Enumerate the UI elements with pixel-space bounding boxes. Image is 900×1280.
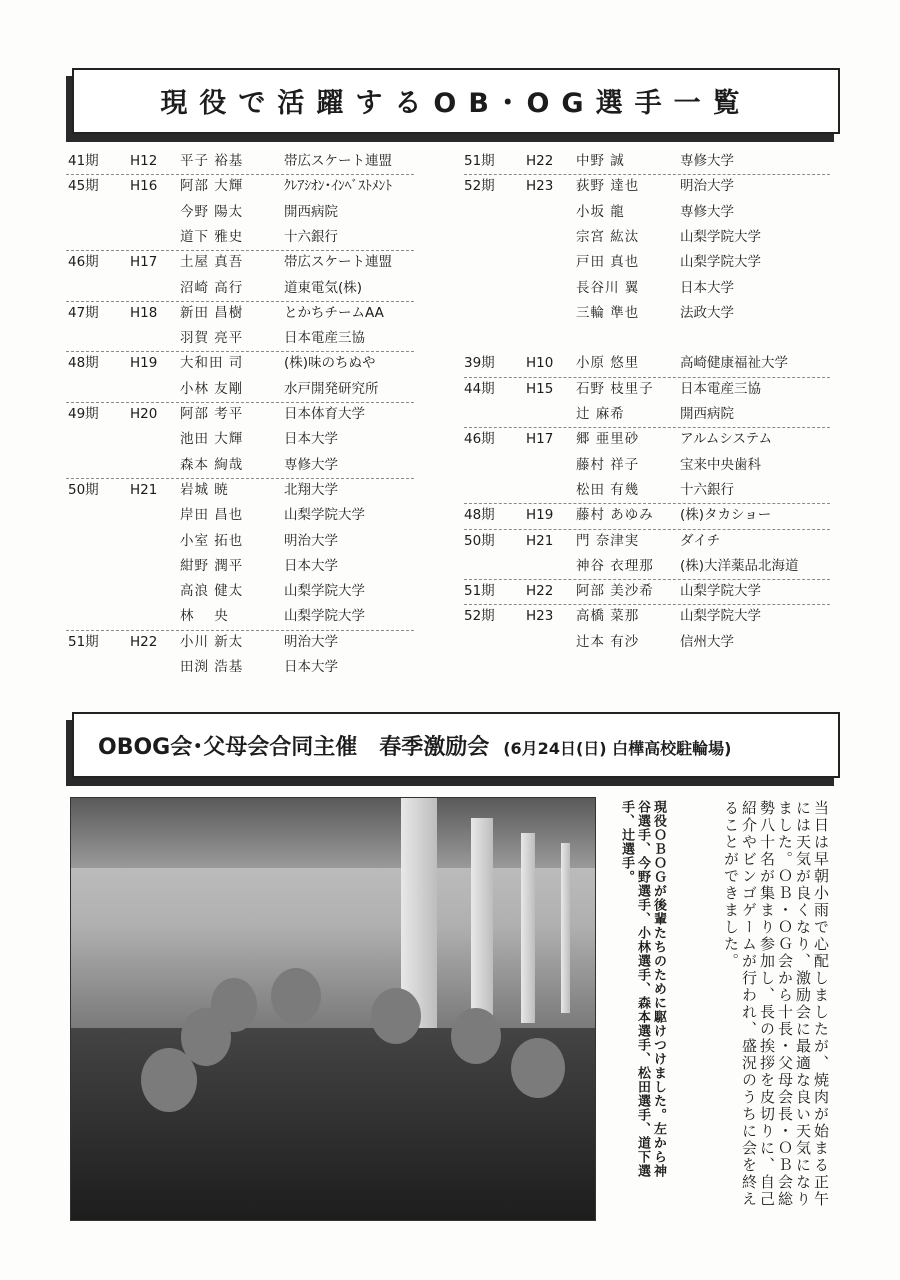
player-row (464, 201, 834, 223)
photo-person (271, 968, 321, 1024)
class-year: 46期 (464, 431, 495, 448)
affiliation: 山梨学院大学 (284, 507, 365, 524)
player-name: 阿部 大輝 (180, 178, 244, 195)
affiliation: 専修大学 (680, 153, 734, 169)
player-name: 小川 新太 (180, 633, 244, 650)
player-row (464, 251, 834, 273)
player-name: 大和田 司 (180, 355, 244, 372)
player-row (464, 605, 834, 627)
player-name: 高浪 健太 (180, 583, 244, 600)
class-year: 50期 (68, 481, 99, 498)
event-title (98, 730, 731, 761)
graduation-year: H17 (130, 254, 158, 271)
player-row (68, 277, 418, 299)
affiliation: 十六銀行 (680, 481, 734, 498)
photo-roof (71, 798, 595, 868)
player-name: 長谷川 翼 (576, 279, 640, 296)
player-row (464, 352, 834, 374)
player-row (68, 175, 418, 197)
list-title: 現役で活躍するOB･OG選手一覧 (160, 88, 752, 119)
affiliation: 帯広スケート連盟 (284, 153, 392, 169)
graduation-year: H19 (526, 507, 554, 524)
player-row (464, 150, 834, 172)
player-row (68, 656, 418, 678)
event-title-box (72, 712, 840, 778)
photo-person (511, 1038, 565, 1098)
list-title-box (72, 68, 840, 134)
affiliation: 水戸開発研究所 (284, 380, 379, 397)
affiliation: ｸﾚｱｼｵﾝ･ｲﾝﾍﾞｽﾄﾒﾝﾄ (284, 178, 392, 195)
affiliation: 山梨学院大学 (680, 254, 761, 271)
graduation-year: H23 (526, 178, 554, 195)
class-year: 50期 (464, 532, 495, 549)
player-row (68, 631, 418, 653)
player-row (68, 403, 418, 425)
player-name: 石野 枝里子 (576, 380, 654, 397)
affiliation: 専修大学 (284, 456, 338, 473)
player-row (68, 352, 418, 374)
affiliation: 山梨学院大学 (680, 583, 761, 600)
player-name: 岸田 昌也 (180, 507, 244, 524)
affiliation: 宝来中央歯科 (680, 456, 761, 473)
affiliation: 道東電気(株) (284, 279, 363, 296)
graduation-year: H17 (526, 431, 554, 448)
affiliation: ダイチ (680, 532, 721, 549)
affiliation: 明治大学 (284, 532, 338, 549)
affiliation: 高崎健康福祉大学 (680, 355, 788, 372)
player-name: 紺野 潤平 (180, 557, 244, 574)
player-name: 松田 有幾 (576, 481, 640, 498)
affiliation: 北翔大学 (284, 481, 338, 498)
player-name: 神谷 衣理那 (576, 557, 654, 574)
player-row (68, 251, 418, 273)
player-name: 岩城 暁 (180, 481, 229, 498)
photo-person (371, 988, 421, 1044)
player-name: 阿部 考平 (180, 406, 244, 422)
photo-pillar (521, 833, 535, 1023)
player-row (68, 479, 418, 501)
player-name: 林 央 (180, 608, 229, 625)
graduation-year: H20 (130, 406, 158, 422)
player-name: 三輪 準也 (576, 304, 640, 321)
player-row (464, 555, 834, 577)
player-name: 道下 雅史 (180, 228, 244, 245)
player-name: 今野 陽太 (180, 203, 244, 220)
graduation-year: H21 (526, 532, 554, 549)
class-year: 49期 (68, 406, 99, 422)
player-row (68, 378, 418, 400)
class-year: 52期 (464, 178, 495, 195)
affiliation: 山梨学院大学 (284, 583, 365, 600)
class-year: 48期 (68, 355, 99, 372)
player-name: 阿部 美沙希 (576, 583, 654, 600)
player-row (464, 479, 834, 501)
class-year: 51期 (464, 583, 495, 600)
player-name: 宗宮 紘汰 (576, 228, 640, 245)
affiliation: 開西病院 (680, 406, 734, 422)
player-row (464, 428, 834, 450)
player-row (68, 201, 418, 223)
player-row (464, 302, 834, 324)
player-row (464, 327, 834, 349)
player-name: 新田 昌樹 (180, 304, 244, 321)
player-row (464, 504, 834, 526)
player-name: 中野 誠 (576, 153, 625, 169)
player-row (68, 226, 418, 248)
class-year: 51期 (68, 633, 99, 650)
photo-person (451, 1008, 501, 1064)
player-name: 辻 麻希 (576, 406, 625, 422)
player-name: 池田 大輝 (180, 431, 244, 448)
player-row (464, 530, 834, 552)
affiliation: 山梨学院大学 (680, 608, 761, 625)
player-name: 郷 亜里砂 (576, 431, 640, 448)
player-name: 戸田 真也 (576, 254, 640, 271)
photo-person (211, 978, 257, 1032)
event-photo (70, 797, 596, 1221)
player-name: 羽賀 亮平 (180, 330, 244, 347)
photo-pillar (561, 843, 570, 1013)
player-name: 小林 友剛 (180, 380, 244, 397)
player-row (68, 327, 418, 349)
affiliation: 日本電産三協 (680, 380, 761, 397)
player-row (68, 454, 418, 476)
class-year: 44期 (464, 380, 495, 397)
player-name: 藤村 祥子 (576, 456, 640, 473)
player-name: 荻野 達也 (576, 178, 640, 195)
player-name: 森本 絢哉 (180, 456, 244, 473)
player-name: 小室 拓也 (180, 532, 244, 549)
player-row (68, 605, 418, 627)
player-name: 高橋 菜那 (576, 608, 640, 625)
affiliation: 専修大学 (680, 203, 734, 220)
player-name: 平子 裕基 (180, 153, 244, 169)
player-row (464, 277, 834, 299)
player-row (68, 150, 418, 172)
player-row (464, 631, 834, 653)
class-year: 51期 (464, 153, 495, 169)
class-year: 41期 (68, 153, 99, 169)
photo-pillar (471, 818, 493, 1038)
player-row (68, 530, 418, 552)
player-row (68, 302, 418, 324)
class-year: 45期 (68, 178, 99, 195)
affiliation: 帯広スケート連盟 (284, 254, 392, 271)
affiliation: 開西病院 (284, 203, 338, 220)
affiliation: 明治大学 (284, 633, 338, 650)
affiliation: (株)大洋薬品北海道 (680, 557, 799, 574)
affiliation: 明治大学 (680, 178, 734, 195)
player-name: 土屋 真吾 (180, 254, 244, 271)
affiliation: 法政大学 (680, 304, 734, 321)
class-year: 39期 (464, 355, 495, 372)
event-report-text: 当日は早朝小雨で心配しましたが、焼肉が始まる正午には天気が良くなり、激励会に最適な良い天気になりました。ＯＢ・ＯＧ会から十長・父母会長・ＯＢ会総勢八十名が集まり参加し、長の挨拶を皮切りに、自己紹介やビンゴゲームが行われ、盛況のうちに会を終えることができました。 (722, 800, 830, 1208)
player-row (464, 454, 834, 476)
graduation-year: H22 (130, 633, 158, 650)
player-row (68, 504, 418, 526)
affiliation: アルムシステム (680, 431, 773, 448)
affiliation: 信州大学 (680, 633, 734, 650)
player-row (464, 403, 834, 425)
graduation-year: H19 (130, 355, 158, 372)
graduation-year: H12 (130, 153, 158, 169)
affiliation: (株)タカショー (680, 507, 772, 524)
affiliation: 日本体育大学 (284, 406, 365, 422)
affiliation: 日本電産三協 (284, 330, 365, 347)
player-name: 小坂 龍 (576, 203, 625, 220)
graduation-year: H16 (130, 178, 158, 195)
class-year: 48期 (464, 507, 495, 524)
affiliation: 日本大学 (284, 557, 338, 574)
player-name: 田渕 浩基 (180, 659, 244, 675)
affiliation: (株)味のちぬや (284, 355, 376, 372)
affiliation: 十六銀行 (284, 228, 338, 245)
graduation-year: H10 (526, 355, 554, 372)
photo-caption: 現役ＯＢＯＧが後輩たちのために駆けつけました。左から神谷選手、今野選手、小林選手、森本選手、松田選手、道下選手、辻選手。 (619, 800, 666, 1178)
graduation-year: H22 (526, 583, 554, 600)
graduation-year: H15 (526, 380, 554, 397)
graduation-year: H23 (526, 608, 554, 625)
event-title-main: OBOG会･父母会合同主催 春季激励会 (98, 735, 490, 760)
player-row (68, 580, 418, 602)
affiliation: 日本大学 (680, 279, 734, 296)
player-row (464, 378, 834, 400)
graduation-year: H21 (130, 481, 158, 498)
player-name: 沼崎 高行 (180, 279, 244, 296)
affiliation: とかちチームAA (284, 304, 384, 321)
player-row (464, 580, 834, 602)
class-year: 47期 (68, 304, 99, 321)
player-row (68, 428, 418, 450)
event-subtitle: (6月24日(日) 白樺高校駐輪場) (503, 739, 732, 758)
class-year: 46期 (68, 254, 99, 271)
player-name: 門 奈津実 (576, 532, 640, 549)
player-name: 小原 悠里 (576, 355, 640, 372)
player-name: 辻本 有沙 (576, 633, 640, 650)
affiliation: 山梨学院大学 (680, 228, 761, 245)
affiliation: 山梨学院大学 (284, 608, 365, 625)
player-row (464, 226, 834, 248)
affiliation: 日本大学 (284, 659, 338, 675)
class-year: 52期 (464, 608, 495, 625)
player-name: 藤村 あゆみ (576, 507, 654, 524)
player-row (464, 175, 834, 197)
graduation-year: H18 (130, 304, 158, 321)
affiliation: 日本大学 (284, 431, 338, 448)
graduation-year: H22 (526, 153, 554, 169)
player-row (68, 555, 418, 577)
